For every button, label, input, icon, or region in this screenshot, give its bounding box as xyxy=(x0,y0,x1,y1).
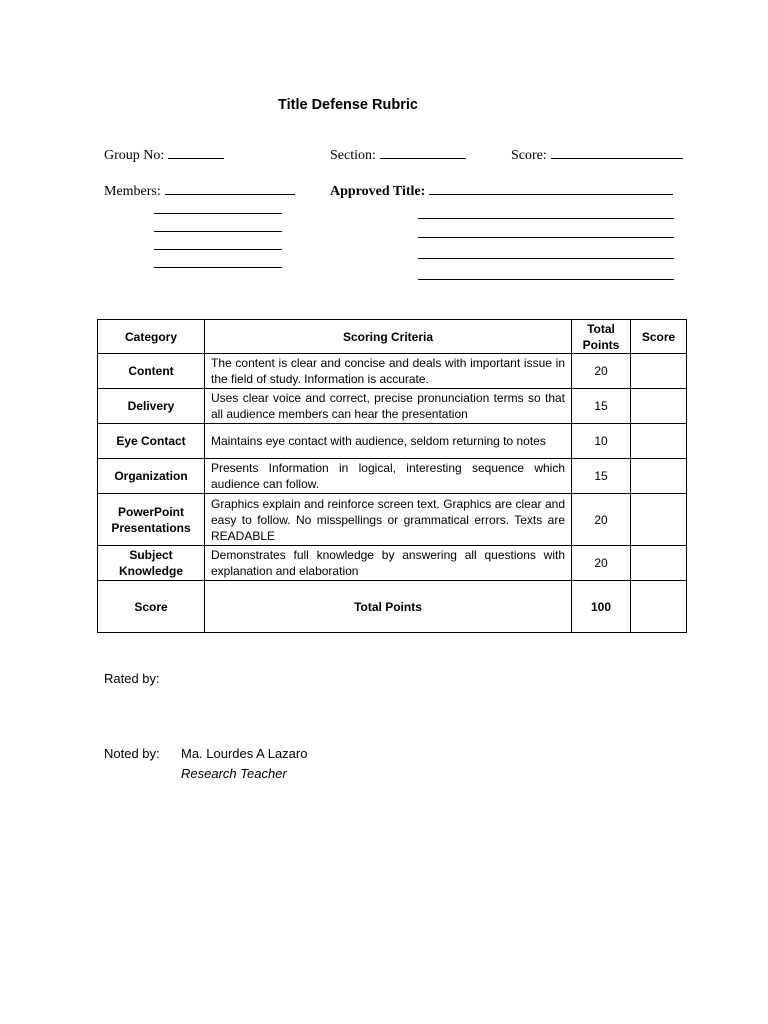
criteria-cell: Maintains eye contact with audience, seldom returning to notes xyxy=(205,424,572,459)
category-cell: Delivery xyxy=(98,389,205,424)
total-label-cell: Total Points xyxy=(205,581,572,633)
noted-by-label: Noted by: xyxy=(104,746,160,761)
category-cell: Eye Contact xyxy=(98,424,205,459)
group-no-label: Group No: xyxy=(104,148,165,163)
table-row xyxy=(98,389,687,424)
noted-by-role: Research Teacher xyxy=(181,766,287,781)
table-row xyxy=(98,459,687,494)
category-cell: PowerPoint Presentations xyxy=(98,494,205,546)
approved-title-line xyxy=(418,218,674,219)
approved-title-field xyxy=(330,182,673,200)
total-score-cell[interactable] xyxy=(631,581,687,633)
score-label: Score: xyxy=(511,148,547,163)
points-cell: 20 xyxy=(572,494,631,546)
section-label: Section: xyxy=(330,148,376,163)
members-blank xyxy=(165,182,295,195)
points-cell: 20 xyxy=(572,354,631,389)
total-category-cell: Score xyxy=(98,581,205,633)
table-row xyxy=(98,494,687,546)
approved-title-line xyxy=(418,279,674,280)
table-row xyxy=(98,354,687,389)
score-cell[interactable] xyxy=(631,389,687,424)
header-total-points: Total Points xyxy=(572,320,631,354)
approved-title-label: Approved Title: xyxy=(330,184,426,199)
criteria-cell: The content is clear and concise and deals with important issue in the field of study. Information is accurate. xyxy=(205,354,572,389)
points-cell: 10 xyxy=(572,424,631,459)
score-cell[interactable] xyxy=(631,494,687,546)
criteria-cell: Demonstrates full knowledge by answering all questions with explanation and elaboration xyxy=(205,546,572,581)
rubric-table xyxy=(97,319,687,633)
members-field xyxy=(104,182,295,200)
section-blank xyxy=(380,146,466,159)
group-no-field xyxy=(104,146,224,164)
members-line xyxy=(154,231,282,232)
table-row xyxy=(98,546,687,581)
members-line xyxy=(154,267,282,268)
table-row xyxy=(98,424,687,459)
score-cell[interactable] xyxy=(631,424,687,459)
total-row xyxy=(98,581,687,633)
noted-by-name: Ma. Lourdes A Lazaro xyxy=(181,746,308,761)
section-field xyxy=(330,146,466,164)
document-title: Title Defense Rubric xyxy=(278,97,418,113)
points-cell: 15 xyxy=(572,459,631,494)
points-cell: 20 xyxy=(572,546,631,581)
score-blank xyxy=(551,146,683,159)
table-header-row xyxy=(98,320,687,354)
approved-title-line xyxy=(418,237,674,238)
group-no-blank xyxy=(168,146,224,159)
members-line xyxy=(154,249,282,250)
total-points-cell: 100 xyxy=(572,581,631,633)
approved-title-blank xyxy=(429,182,673,195)
criteria-cell: Uses clear voice and correct, precise pronunciation terms so that all audience members can hear the presentation xyxy=(205,389,572,424)
score-cell[interactable] xyxy=(631,546,687,581)
rated-by-label: Rated by: xyxy=(104,671,160,686)
score-cell[interactable] xyxy=(631,354,687,389)
criteria-cell: Graphics explain and reinforce screen text. Graphics are clear and easy to follow. No misspellings or grammatical errors. Texts are READABLE xyxy=(205,494,572,546)
criteria-cell: Presents Information in logical, interesting sequence which audience can follow. xyxy=(205,459,572,494)
category-cell: Content xyxy=(98,354,205,389)
header-scoring-criteria: Scoring Criteria xyxy=(205,320,572,354)
header-category: Category xyxy=(98,320,205,354)
members-line xyxy=(154,213,282,214)
approved-title-line xyxy=(418,258,674,259)
score-cell[interactable] xyxy=(631,459,687,494)
header-score: Score xyxy=(631,320,687,354)
category-cell: Subject Knowledge xyxy=(98,546,205,581)
members-label: Members: xyxy=(104,184,161,199)
category-cell: Organization xyxy=(98,459,205,494)
score-field xyxy=(511,146,683,164)
points-cell: 15 xyxy=(572,389,631,424)
